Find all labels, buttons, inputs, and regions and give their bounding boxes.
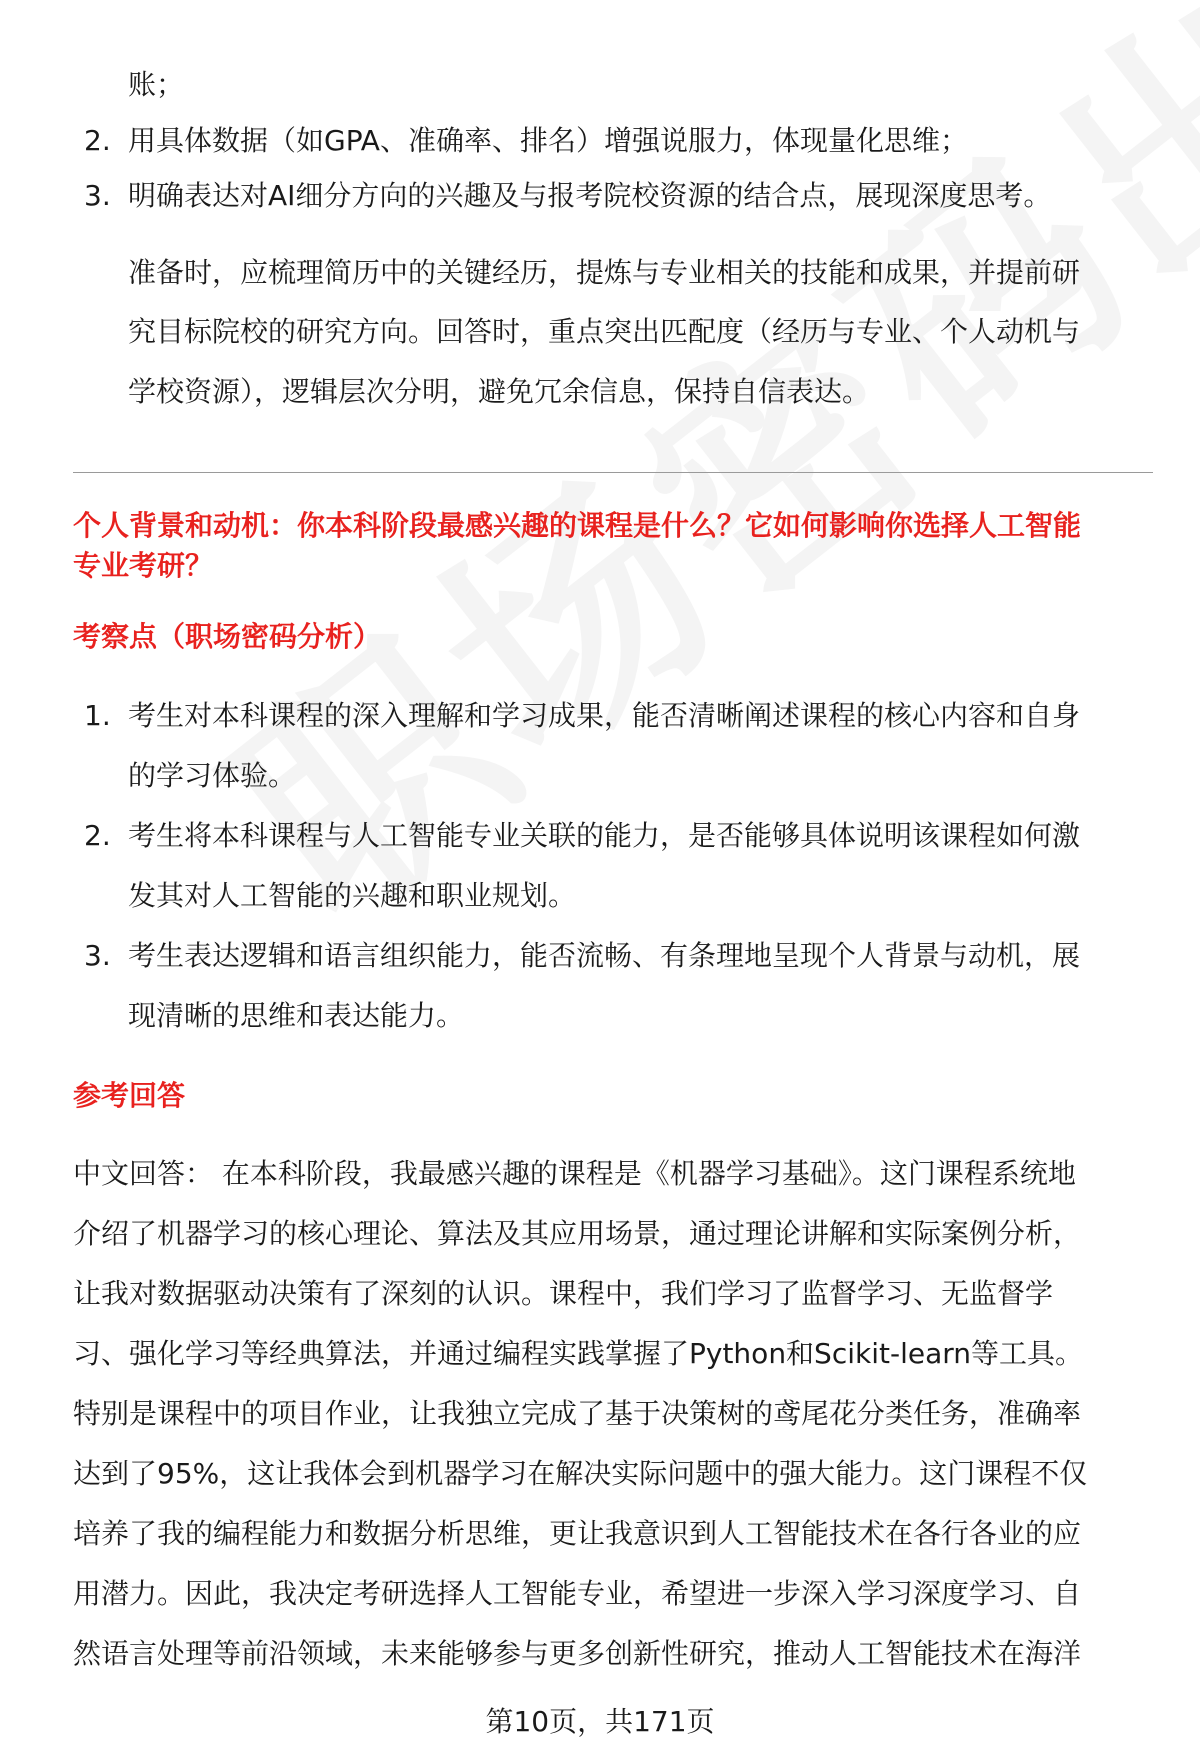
list-item-text: 考生对本科课程的深入理解和学习成果，能否清晰阐述课程的核心内容和自身: [128, 699, 1081, 732]
question-heading-line: 个人背景和动机：你本科阶段最感兴趣的课程是什么？它如何影响你选择人工智能: [73, 509, 1082, 542]
answer-line: 培养了我的编程能力和数据分析思维，更让我意识到人工智能技术在各行各业的应: [73, 1517, 1082, 1550]
prev-paragraph-line: 究目标院校的研究方向。回答时，重点突出匹配度（经历与专业、个人动机与: [128, 315, 1081, 348]
section-divider: [73, 472, 1153, 473]
list-item-text: 考生将本科课程与人工智能专业关联的能力，是否能够具体说明该课程如何激: [128, 819, 1081, 852]
answer-line: 习、强化学习等经典算法，并通过编程实践掌握了Python和Scikit-learn等工具。: [73, 1337, 1084, 1370]
list-item-text: 明确表达对AI细分方向的兴趣及与报考院校资源的结合点，展现深度思考。: [128, 179, 1052, 212]
list-item-text: 考生表达逻辑和语言组织能力，能否流畅、有条理地呈现个人背景与动机，展: [128, 939, 1081, 972]
answer-line: 让我对数据驱动决策有了深刻的认识。课程中，我们学习了监督学习、无监督学: [73, 1277, 1054, 1310]
answer-line: 特别是课程中的项目作业，让我独立完成了基于决策树的鸢尾花分类任务，准确率: [73, 1397, 1082, 1430]
answer-heading: 参考回答: [73, 1079, 186, 1112]
question-heading-line: 专业考研？: [73, 549, 214, 582]
list-number: 1.: [84, 699, 111, 732]
list-number: 3.: [84, 939, 111, 972]
prev-line: 账；: [128, 68, 185, 101]
list-item-text: 的学习体验。: [128, 759, 297, 792]
prev-paragraph-line: 准备时，应梳理简历中的关键经历，提炼与专业相关的技能和成果，并提前研: [128, 256, 1081, 289]
answer-line: 用潜力。因此，我决定考研选择人工智能专业，希望进一步深入学习深度学习、自: [73, 1577, 1082, 1610]
list-number: 2.: [84, 124, 111, 157]
page-number-footer: 第10页，共171页: [485, 1705, 715, 1738]
answer-line: 然语言处理等前沿领域，未来能够参与更多创新性研究，推动人工智能技术在海洋: [73, 1637, 1082, 1670]
list-item-text: 用具体数据（如GPA、准确率、排名）增强说服力，体现量化思维；: [128, 124, 968, 157]
list-item-text: 发其对人工智能的兴趣和职业规划。: [128, 879, 577, 912]
answer-line: 介绍了机器学习的核心理论、算法及其应用场景，通过理论讲解和实际案例分析，: [73, 1217, 1082, 1250]
focus-heading: 考察点（职场密码分析）: [73, 620, 382, 653]
list-item-text: 现清晰的思维和表达能力。: [128, 999, 465, 1032]
prev-paragraph-line: 学校资源），逻辑层次分明，避免冗余信息，保持自信表达。: [128, 375, 871, 408]
list-number: 2.: [84, 819, 111, 852]
list-number: 3.: [84, 179, 111, 212]
answer-line: 中文回答： 在本科阶段，我最感兴趣的课程是《机器学习基础》。这门课程系统地: [73, 1157, 1076, 1190]
answer-line: 达到了95%，这让我体会到机器学习在解决实际问题中的强大能力。这门课程不仅: [73, 1457, 1088, 1490]
